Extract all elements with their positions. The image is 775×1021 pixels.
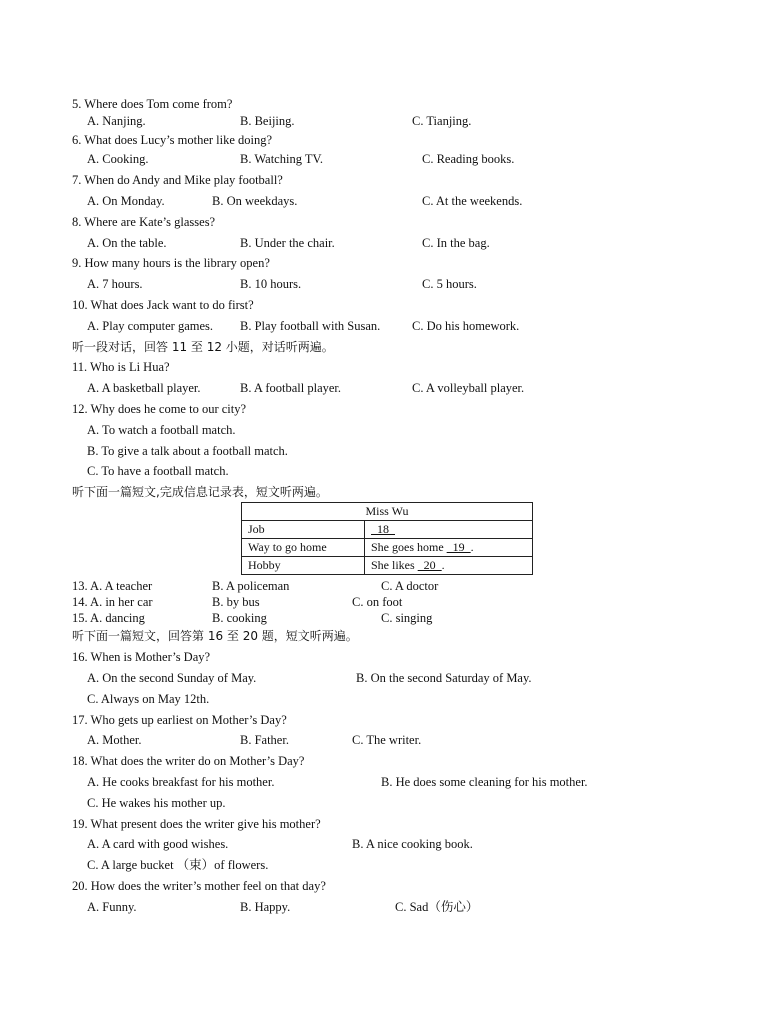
option-18b: B. He does some cleaning for his mother. <box>381 775 588 789</box>
option-12b: B. To give a talk about a football match. <box>87 444 288 458</box>
option-9c: C. 5 hours. <box>422 277 477 291</box>
option-8a: A. On the table. <box>87 236 167 250</box>
question-14: 14. A. in her car <box>72 595 153 609</box>
option-7a: A. On Monday. <box>87 194 165 208</box>
option-10c: C. Do his homework. <box>412 319 520 333</box>
option-12c: C. To have a football match. <box>87 464 229 478</box>
question-9: 9. How many hours is the library open? <box>72 256 270 270</box>
option-11b: B. A football player. <box>240 381 342 395</box>
option-15c: C. singing <box>381 611 433 625</box>
table-row <box>242 539 533 557</box>
option-6c: C. Reading books. <box>422 152 515 166</box>
option-12a: A. To watch a football match. <box>87 423 236 437</box>
table-row-value <box>365 521 533 539</box>
info-record-table <box>241 502 533 575</box>
option-20a: A. Funny. <box>87 900 137 914</box>
option-19b: B. A nice cooking book. <box>352 837 473 851</box>
option-17b: B. Father. <box>240 733 289 747</box>
option-20c: C. Sad（伤心） <box>395 900 479 914</box>
option-16c: C. Always on May 12th. <box>87 692 210 706</box>
question-11: 11. Who is Li Hua? <box>72 360 170 374</box>
option-6b: B. Watching TV. <box>240 152 324 166</box>
option-9a: A. 7 hours. <box>87 277 143 291</box>
option-16b: B. On the second Saturday of May. <box>356 671 532 685</box>
option-19c: C. A large bucket （束）of flowers. <box>87 858 269 872</box>
option-11a: A. A basketball player. <box>87 381 201 395</box>
section-instruction-2: 听下面一篇短文,完成信息记录表，短文听两遍。 <box>72 485 328 499</box>
table-row-value: She likes 20 . <box>365 557 533 575</box>
option-5a: A. Nanjing. <box>87 114 146 128</box>
option-13b: B. A policeman <box>212 579 290 593</box>
table-title: Miss Wu <box>242 503 533 521</box>
question-5: 5. Where does Tom come from? <box>72 97 233 111</box>
question-20: 20. How does the writer’s mother feel on that day? <box>72 879 326 893</box>
option-14c: C. on foot <box>352 595 403 609</box>
option-7b: B. On weekdays. <box>212 194 298 208</box>
blank-19: 19 <box>446 540 471 554</box>
option-11c: C. A volleyball player. <box>412 381 525 395</box>
option-10b: B. Play football with Susan. <box>240 319 381 333</box>
blank-20: 20 <box>417 558 442 572</box>
option-5c: C. Tianjing. <box>412 114 472 128</box>
question-16: 16. When is Mother’s Day? <box>72 650 211 664</box>
option-8b: B. Under the chair. <box>240 236 335 250</box>
question-17: 17. Who gets up earliest on Mother’s Day? <box>72 713 287 727</box>
question-15: 15. A. dancing <box>72 611 145 625</box>
table-row-label: Hobby <box>242 557 365 575</box>
table-row <box>242 557 533 575</box>
option-5b: B. Beijing. <box>240 114 295 128</box>
option-9b: B. 10 hours. <box>240 277 302 291</box>
option-6a: A. Cooking. <box>87 152 149 166</box>
option-8c: C. In the bag. <box>422 236 490 250</box>
option-18c: C. He wakes his mother up. <box>87 796 226 810</box>
question-18: 18. What does the writer do on Mother’s Day? <box>72 754 305 768</box>
question-7: 7. When do Andy and Mike play football? <box>72 173 283 187</box>
option-20b: B. Happy. <box>240 900 291 914</box>
table-row-label: Job <box>242 521 365 539</box>
section-instruction-3: 听下面一篇短文，回答第 16 至 20 题，短文听两遍。 <box>72 629 358 643</box>
option-7c: C. At the weekends. <box>422 194 523 208</box>
section-instruction-1: 听一段对话，回答 11 至 12 小题，对话听两遍。 <box>72 340 334 354</box>
question-19: 19. What present does the writer give his mother? <box>72 817 321 831</box>
option-19a: A. A card with good wishes. <box>87 837 229 851</box>
option-10a: A. Play computer games. <box>87 319 214 333</box>
option-16a: A. On the second Sunday of May. <box>87 671 257 685</box>
option-17a: A. Mother. <box>87 733 142 747</box>
table-row <box>242 521 533 539</box>
table-row-value: She goes home 19 . <box>365 539 533 557</box>
option-13c: C. A doctor <box>381 579 439 593</box>
table-row-label: Way to go home <box>242 539 365 557</box>
question-6: 6. What does Lucy’s mother like doing? <box>72 133 273 147</box>
question-8: 8. Where are Kate’s glasses? <box>72 215 216 229</box>
option-14b: B. by bus <box>212 595 260 609</box>
option-18a: A. He cooks breakfast for his mother. <box>87 775 275 789</box>
question-10: 10. What does Jack want to do first? <box>72 298 254 312</box>
table-header-row <box>242 503 533 521</box>
option-17c: C. The writer. <box>352 733 422 747</box>
option-15b: B. cooking <box>212 611 267 625</box>
question-12: 12. Why does he come to our city? <box>72 402 247 416</box>
blank-18: 18 <box>371 522 395 536</box>
question-13: 13. A. A teacher <box>72 579 153 593</box>
